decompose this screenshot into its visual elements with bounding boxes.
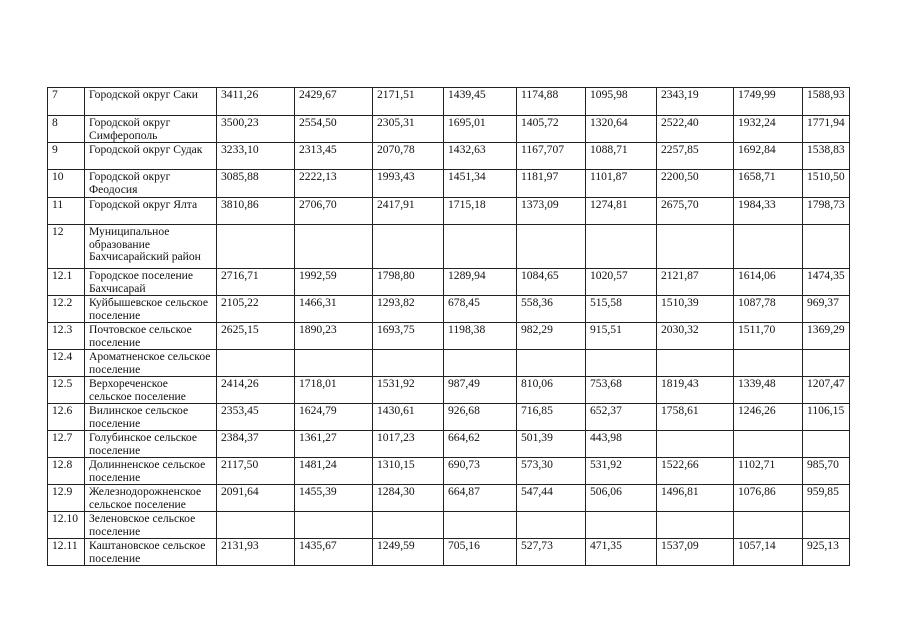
value-cell: 1106,15 [803,404,850,431]
table-row [48,350,850,377]
table-row [48,88,850,116]
value-cell: 1293,82 [373,296,444,323]
value-cell: 527,73 [517,539,586,566]
row-number: 12.8 [48,458,85,485]
value-cell: 1439,45 [444,88,517,116]
value-cell: 1274,81 [586,198,657,225]
value-cell: 1017,23 [373,431,444,458]
value-cell [444,350,517,377]
value-cell [373,512,444,539]
value-cell: 2384,37 [217,431,295,458]
value-cell [657,431,734,458]
value-cell: 2305,31 [373,116,444,143]
municipality-name: Городской округ Симферополь [85,116,217,143]
row-number: 12.9 [48,485,85,512]
value-cell: 1102,71 [734,458,803,485]
value-cell: 652,37 [586,404,657,431]
table-row [48,269,850,296]
value-cell: 1167,707 [517,143,586,170]
row-number: 12.5 [48,377,85,404]
value-cell: 1993,43 [373,170,444,198]
row-number: 12.1 [48,269,85,296]
municipality-name: Городской округ Саки [85,88,217,116]
value-cell: 2313,45 [295,143,373,170]
value-cell: 515,58 [586,296,657,323]
value-cell: 1339,48 [734,377,803,404]
table-row [48,296,850,323]
value-cell: 1088,71 [586,143,657,170]
value-cell: 3085,88 [217,170,295,198]
value-cell: 915,51 [586,323,657,350]
table-row [48,323,850,350]
value-cell: 1522,66 [657,458,734,485]
value-cell: 1249,59 [373,539,444,566]
value-cell: 2429,67 [295,88,373,116]
value-cell: 1181,97 [517,170,586,198]
row-number: 12.2 [48,296,85,323]
value-cell: 664,62 [444,431,517,458]
value-cell: 501,39 [517,431,586,458]
value-cell: 1057,14 [734,539,803,566]
value-cell [517,225,586,269]
value-cell: 690,73 [444,458,517,485]
value-cell: 1474,35 [803,269,850,296]
table-row [48,170,850,198]
value-cell: 2522,40 [657,116,734,143]
table-row [48,225,850,269]
value-cell [517,512,586,539]
value-cell: 1510,50 [803,170,850,198]
value-cell: 753,68 [586,377,657,404]
value-cell: 716,85 [517,404,586,431]
value-cell: 2353,45 [217,404,295,431]
value-cell [444,225,517,269]
value-cell: 664,87 [444,485,517,512]
value-cell: 1095,98 [586,88,657,116]
municipality-name: Железнодорожненское сельское поселение [85,485,217,512]
value-cell [803,350,850,377]
value-cell [657,350,734,377]
value-cell: 2675,70 [657,198,734,225]
value-cell [217,512,295,539]
value-cell: 705,16 [444,539,517,566]
value-cell: 2343,19 [657,88,734,116]
value-cell: 1511,70 [734,323,803,350]
value-cell: 2070,78 [373,143,444,170]
value-cell: 1614,06 [734,269,803,296]
value-cell: 1076,86 [734,485,803,512]
value-cell [444,512,517,539]
value-cell: 810,06 [517,377,586,404]
value-cell: 2105,22 [217,296,295,323]
row-number: 7 [48,88,85,116]
value-cell: 1246,26 [734,404,803,431]
value-cell: 1531,92 [373,377,444,404]
value-cell: 925,13 [803,539,850,566]
table-row [48,512,850,539]
value-cell [586,512,657,539]
municipality-name: Городское поселение Бахчисарай [85,269,217,296]
row-number: 12.6 [48,404,85,431]
value-cell: 1432,63 [444,143,517,170]
value-cell: 1798,80 [373,269,444,296]
tariff-table [47,87,850,566]
municipality-name: Городской округ Ялта [85,198,217,225]
value-cell [373,225,444,269]
value-cell: 2117,50 [217,458,295,485]
value-cell: 1932,24 [734,116,803,143]
row-number: 12.7 [48,431,85,458]
value-cell: 926,68 [444,404,517,431]
table-row [48,116,850,143]
value-cell: 1693,75 [373,323,444,350]
value-cell: 969,37 [803,296,850,323]
value-cell: 2222,13 [295,170,373,198]
table-row [48,485,850,512]
value-cell [734,225,803,269]
value-cell: 1819,43 [657,377,734,404]
value-cell: 2716,71 [217,269,295,296]
table-row [48,143,850,170]
municipality-name: Ароматненское сельское поселение [85,350,217,377]
value-cell [734,431,803,458]
value-cell [373,350,444,377]
table-row [48,458,850,485]
row-number: 12 [48,225,85,269]
value-cell: 2706,70 [295,198,373,225]
value-cell [734,512,803,539]
value-cell: 2131,93 [217,539,295,566]
value-cell: 531,92 [586,458,657,485]
value-cell: 1373,09 [517,198,586,225]
value-cell: 3411,26 [217,88,295,116]
value-cell: 506,06 [586,485,657,512]
value-cell [217,350,295,377]
value-cell [517,350,586,377]
value-cell [586,350,657,377]
value-cell: 1101,87 [586,170,657,198]
value-cell: 1538,83 [803,143,850,170]
value-cell: 3233,10 [217,143,295,170]
row-number: 12.10 [48,512,85,539]
value-cell [803,512,850,539]
value-cell: 1510,39 [657,296,734,323]
value-cell [657,512,734,539]
value-cell: 1466,31 [295,296,373,323]
value-cell: 1289,94 [444,269,517,296]
value-cell: 1084,65 [517,269,586,296]
value-cell: 1405,72 [517,116,586,143]
value-cell: 443,98 [586,431,657,458]
value-cell [803,431,850,458]
value-cell: 471,35 [586,539,657,566]
municipality-name: Муниципальное образование Бахчисарайский район [85,225,217,269]
value-cell: 1715,18 [444,198,517,225]
value-cell: 1692,84 [734,143,803,170]
table-row [48,198,850,225]
value-cell: 3500,23 [217,116,295,143]
value-cell: 1749,99 [734,88,803,116]
value-cell: 1496,81 [657,485,734,512]
value-cell: 1451,34 [444,170,517,198]
value-cell: 1984,33 [734,198,803,225]
value-cell: 1890,23 [295,323,373,350]
value-cell: 1624,79 [295,404,373,431]
municipality-name: Голубинское сельское поселение [85,431,217,458]
value-cell: 1284,30 [373,485,444,512]
value-cell [803,225,850,269]
municipality-name: Верхореченское сельское поселение [85,377,217,404]
value-cell: 1020,57 [586,269,657,296]
table-body [48,88,850,566]
row-number: 9 [48,143,85,170]
value-cell: 558,36 [517,296,586,323]
value-cell: 2554,50 [295,116,373,143]
value-cell: 2257,85 [657,143,734,170]
value-cell [586,225,657,269]
value-cell: 2200,50 [657,170,734,198]
value-cell: 987,49 [444,377,517,404]
value-cell: 573,30 [517,458,586,485]
municipality-name: Куйбышевское сельское поселение [85,296,217,323]
row-number: 12.11 [48,539,85,566]
value-cell [295,225,373,269]
value-cell [295,512,373,539]
value-cell: 1537,09 [657,539,734,566]
value-cell: 1588,93 [803,88,850,116]
table-row [48,539,850,566]
row-number: 12.3 [48,323,85,350]
value-cell: 959,85 [803,485,850,512]
value-cell: 1310,15 [373,458,444,485]
value-cell: 2171,51 [373,88,444,116]
value-cell: 1198,38 [444,323,517,350]
value-cell: 2417,91 [373,198,444,225]
value-cell: 1718,01 [295,377,373,404]
value-cell: 2121,87 [657,269,734,296]
table-row [48,377,850,404]
value-cell [217,225,295,269]
value-cell [734,350,803,377]
value-cell: 1361,27 [295,431,373,458]
value-cell: 1798,73 [803,198,850,225]
value-cell: 1435,67 [295,539,373,566]
value-cell: 2091,64 [217,485,295,512]
value-cell: 985,70 [803,458,850,485]
municipality-name: Почтовское сельское поселение [85,323,217,350]
value-cell: 1758,61 [657,404,734,431]
value-cell: 1455,39 [295,485,373,512]
value-cell: 547,44 [517,485,586,512]
row-number: 12.4 [48,350,85,377]
municipality-name: Каштановское сельское поселение [85,539,217,566]
value-cell: 2625,15 [217,323,295,350]
row-number: 10 [48,170,85,198]
value-cell: 1207,47 [803,377,850,404]
value-cell: 678,45 [444,296,517,323]
value-cell: 1658,71 [734,170,803,198]
value-cell [295,350,373,377]
value-cell: 982,29 [517,323,586,350]
value-cell: 1481,24 [295,458,373,485]
value-cell: 1320,64 [586,116,657,143]
value-cell [657,225,734,269]
value-cell: 1771,94 [803,116,850,143]
municipality-name: Городской округ Судак [85,143,217,170]
value-cell: 1174,88 [517,88,586,116]
municipality-name: Вилинское сельское поселение [85,404,217,431]
value-cell: 2030,32 [657,323,734,350]
value-cell: 1087,78 [734,296,803,323]
value-cell: 3810,86 [217,198,295,225]
row-number: 11 [48,198,85,225]
value-cell: 2414,26 [217,377,295,404]
row-number: 8 [48,116,85,143]
table-row [48,431,850,458]
value-cell: 1695,01 [444,116,517,143]
value-cell: 1369,29 [803,323,850,350]
value-cell: 1430,61 [373,404,444,431]
municipality-name: Долинненское сельское поселение [85,458,217,485]
municipality-name: Зеленовское сельское поселение [85,512,217,539]
value-cell: 1992,59 [295,269,373,296]
table-row [48,404,850,431]
municipality-name: Городской округ Феодосия [85,170,217,198]
